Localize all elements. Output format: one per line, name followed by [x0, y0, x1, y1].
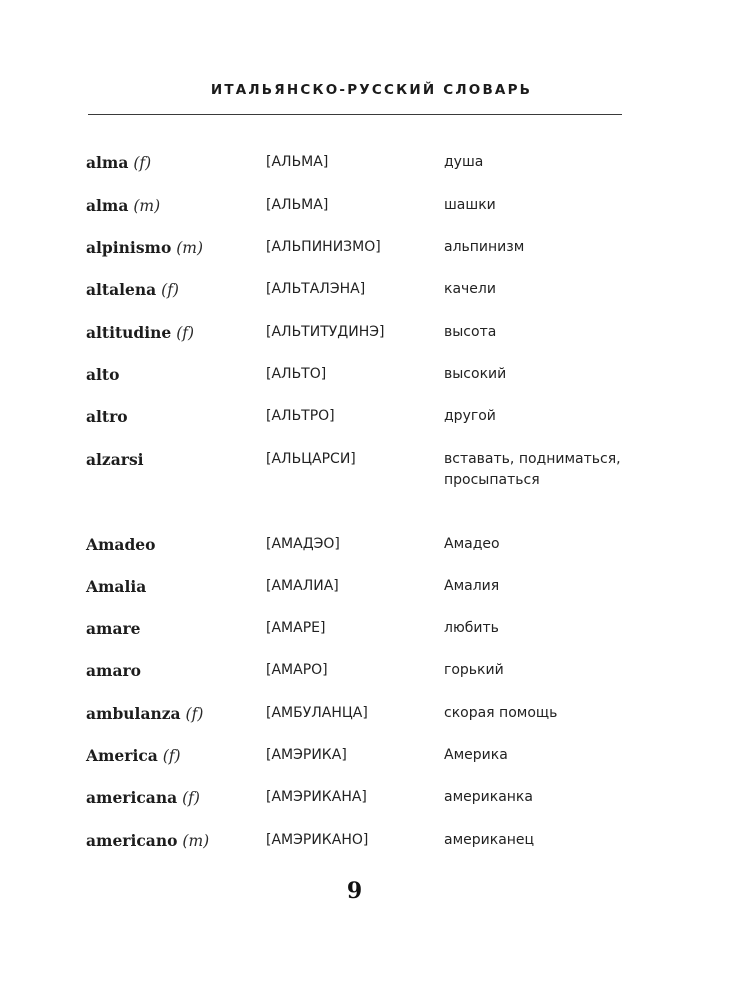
- translation: любить: [444, 620, 499, 636]
- headword-text: alzarsi: [86, 450, 144, 469]
- gender-marker: (f): [176, 324, 195, 342]
- pronunciation: [АМАРЕ]: [266, 620, 326, 636]
- headword: [86, 830, 209, 852]
- headword-text: ambulanza: [86, 704, 181, 723]
- headword-text: americano: [86, 831, 178, 850]
- translation: Америка: [444, 747, 508, 763]
- gender-marker: (f): [185, 705, 204, 723]
- translation: вставать, подниматься, просыпаться: [444, 451, 621, 488]
- headword-text: alma: [86, 196, 129, 215]
- running-header: ИТАЛЬЯНСКО-РУССКИЙ СЛОВАРЬ: [210, 82, 533, 98]
- pronunciation: [АЛЬПИНИЗМО]: [266, 239, 381, 255]
- gender-marker: (m): [133, 197, 161, 215]
- headword-text: alma: [86, 153, 129, 172]
- headword-text: amare: [86, 619, 141, 638]
- headword-text: altalena: [86, 280, 157, 299]
- headword: [86, 279, 179, 301]
- pronunciation: [АМАЛИА]: [266, 578, 339, 594]
- headword: [86, 534, 156, 556]
- translation: высокий: [444, 366, 507, 382]
- translation: Амалия: [444, 578, 500, 594]
- translation: шашки: [444, 197, 496, 213]
- headword: [86, 364, 119, 386]
- headword-text: altro: [86, 407, 128, 426]
- pronunciation: [АЛЬТО]: [266, 366, 327, 382]
- gender-marker: (m): [182, 832, 210, 850]
- translation: альпинизм: [444, 239, 525, 255]
- pronunciation: [АЛЬМА]: [266, 197, 329, 213]
- pronunciation: [АМАДЭО]: [266, 536, 340, 552]
- headword-text: amaro: [86, 661, 141, 680]
- headword: [86, 787, 200, 809]
- gender-marker: (m): [176, 239, 204, 257]
- translation: душа: [444, 154, 484, 170]
- gender-marker: (f): [162, 747, 181, 765]
- translation: горький: [444, 662, 504, 678]
- headword-text: America: [86, 746, 158, 765]
- page-number: 9: [346, 878, 363, 904]
- pronunciation: [АЛЬТАЛЭНА]: [266, 281, 366, 297]
- headword: [86, 745, 181, 767]
- headword-text: altitudine: [86, 323, 172, 342]
- translation: качели: [444, 281, 496, 297]
- headword: [86, 576, 146, 598]
- pronunciation: [АЛЬЦАРСИ]: [266, 451, 356, 467]
- translation: американец: [444, 832, 535, 848]
- headword: [86, 449, 144, 471]
- headword-text: alto: [86, 365, 120, 384]
- pronunciation: [АМЭРИКА]: [266, 747, 347, 763]
- translation: скорая помощь: [444, 705, 558, 721]
- pronunciation: [АМБУЛАНЦА]: [266, 705, 368, 721]
- headword-text: Amadeo: [86, 535, 156, 554]
- pronunciation: [АМЭРИКАНО]: [266, 832, 369, 848]
- translation: высота: [444, 324, 497, 340]
- headword: [86, 406, 128, 428]
- pronunciation: [АЛЬТРО]: [266, 408, 335, 424]
- headword: [86, 618, 141, 640]
- pronunciation: [АМЭРИКАНА]: [266, 789, 367, 805]
- headword: [86, 152, 151, 174]
- pronunciation: [АМАРО]: [266, 662, 328, 678]
- headword: [86, 195, 160, 217]
- headword-text: alpinismo: [86, 238, 172, 257]
- gender-marker: (f): [161, 281, 179, 299]
- headword: [86, 237, 203, 259]
- translation: американка: [444, 789, 533, 805]
- headword-text: americana: [86, 788, 178, 807]
- headword-text: Amalia: [86, 577, 147, 596]
- headword: [86, 660, 141, 682]
- gender-marker: (f): [133, 154, 152, 172]
- translation: Амадео: [444, 536, 500, 552]
- translation: другой: [444, 408, 496, 424]
- pronunciation: [АЛЬМА]: [266, 154, 329, 170]
- pronunciation: [АЛЬТИТУДИНЭ]: [266, 324, 385, 340]
- headword: [86, 322, 194, 344]
- gender-marker: (f): [182, 789, 200, 807]
- headword: [86, 703, 203, 725]
